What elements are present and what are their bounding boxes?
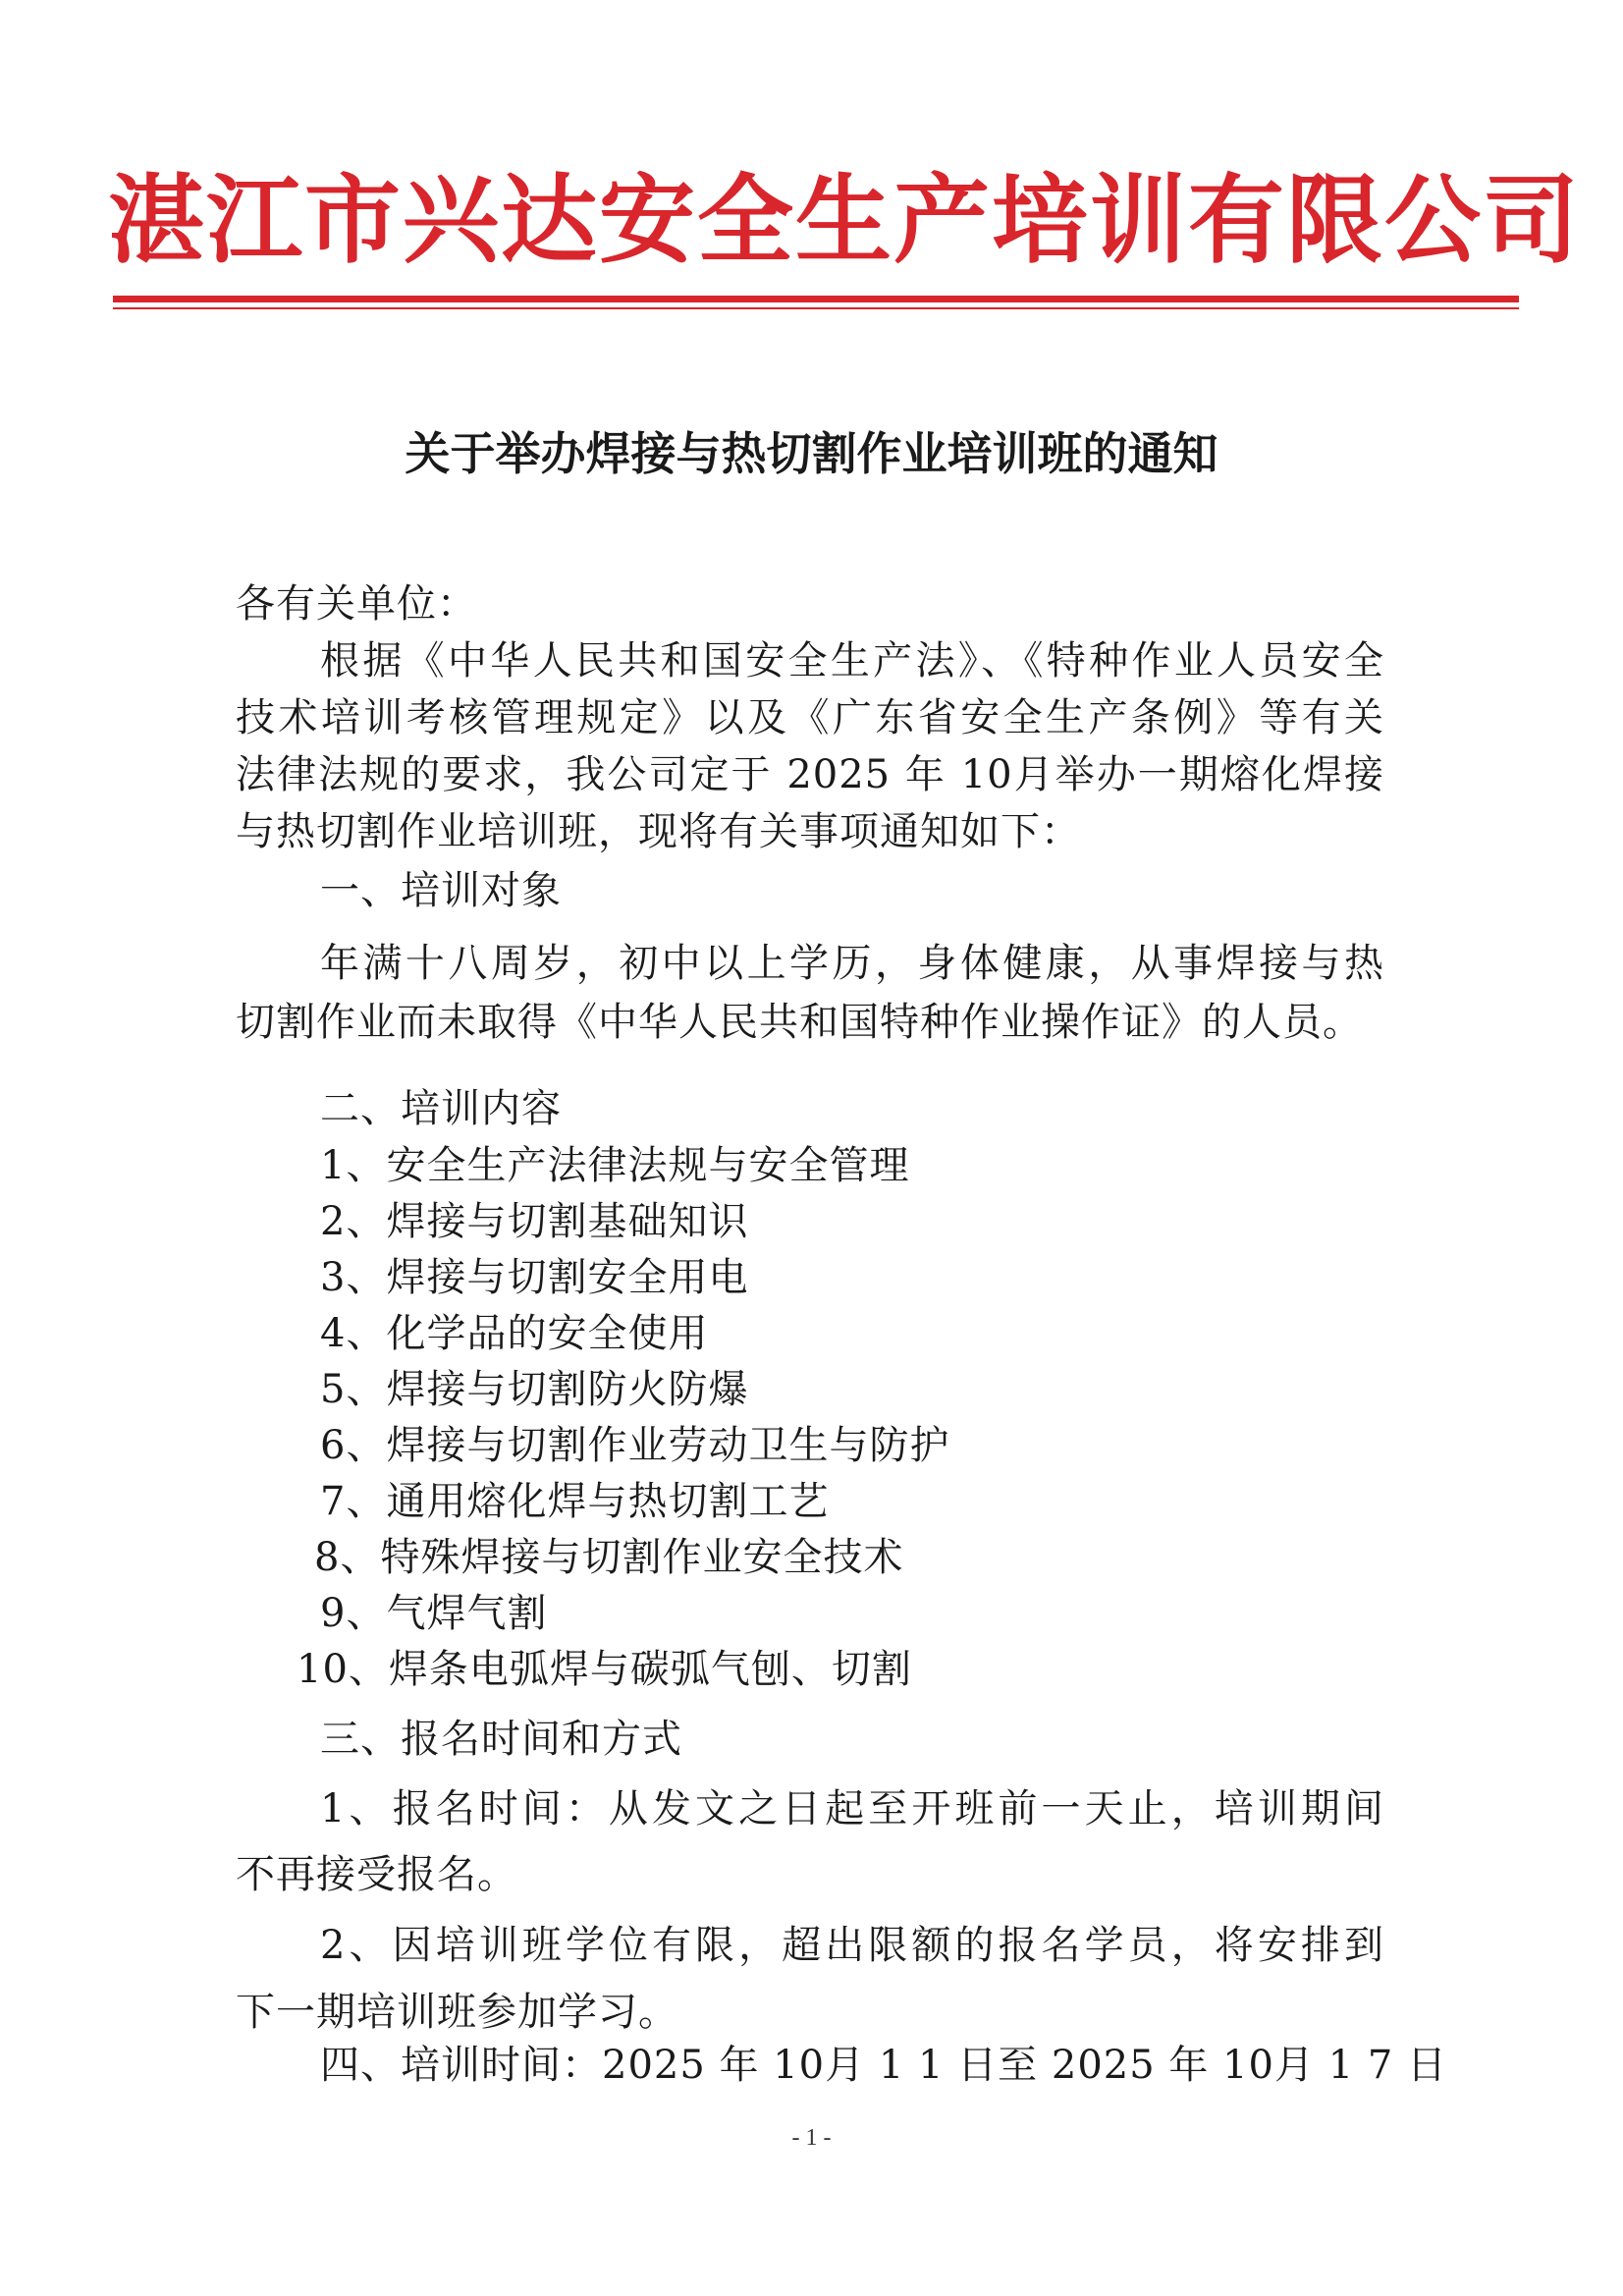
section2-item-7: 7、通用熔化焊与热切割工艺	[320, 1479, 830, 1524]
section2-item-1: 1、安全生产法律法规与安全管理	[320, 1143, 910, 1188]
intro-line-1: 根据《中华人民共和国安全生产法》、《特种作业人员安全	[320, 638, 1384, 683]
intro-line-3: 法律法规的要求，我公司定于 2025 年 10月举办一期熔化焊接	[236, 752, 1384, 797]
document-title: 关于举办焊接与热切割作业培训班的通知	[405, 427, 1218, 480]
section3-item1-line-2: 不再接受报名。	[236, 1852, 517, 1897]
letterhead-rule-thin	[113, 307, 1519, 309]
section2-item-8: 8、特殊焊接与切割作业安全技术	[314, 1535, 904, 1580]
section2-item-6: 6、焊接与切割作业劳动卫生与防护	[320, 1423, 950, 1468]
page-number: - 1 -	[791, 2125, 832, 2151]
section2-item-5: 5、焊接与切割防火防爆	[320, 1367, 749, 1412]
letterhead-rule-thick	[113, 296, 1519, 302]
intro-line-2: 技术培训考核管理规定》以及《广东省安全生产条例》等有关	[236, 695, 1384, 740]
section3-item2-line-2: 下一期培训班参加学习。	[236, 1990, 678, 2035]
section2-item-2: 2、焊接与切割基础知识	[320, 1199, 749, 1244]
section2-item-9: 9、气焊气割	[320, 1591, 548, 1636]
salutation: 各有关单位：	[236, 581, 477, 627]
section3-item1-line-1: 1、报名时间：从发文之日起至开班前一天止，培训期间	[320, 1786, 1384, 1831]
section2-item-3: 3、焊接与切割安全用电	[320, 1255, 749, 1300]
section2-item-4: 4、化学品的安全使用	[320, 1311, 709, 1356]
section3-heading: 三、报名时间和方式	[320, 1717, 682, 1762]
section2-heading: 二、培训内容	[320, 1086, 562, 1131]
section3-item2-line-1: 2、因培训班学位有限，超出限额的报名学员，将安排到	[320, 1923, 1384, 1968]
section1-line-2: 切割作业而未取得《中华人民共和国特种作业操作证》的人员。	[236, 1000, 1363, 1045]
intro-line-4: 与热切割作业培训班，现将有关事项通知如下：	[236, 809, 1081, 854]
section2-item-10: 10、焊条电弧焊与碳弧气刨、切割	[297, 1647, 912, 1692]
section4-heading: 四、培训时间：2025 年 10月 1 1 日至 2025 年 10月 1 7 日	[320, 2043, 1448, 2088]
section1-heading: 一、培训对象	[320, 868, 562, 913]
company-letterhead: 湛江市兴达安全生产培训有限公司	[108, 165, 1582, 277]
section1-line-1: 年满十八周岁，初中以上学历，身体健康，从事焊接与热	[320, 941, 1384, 986]
